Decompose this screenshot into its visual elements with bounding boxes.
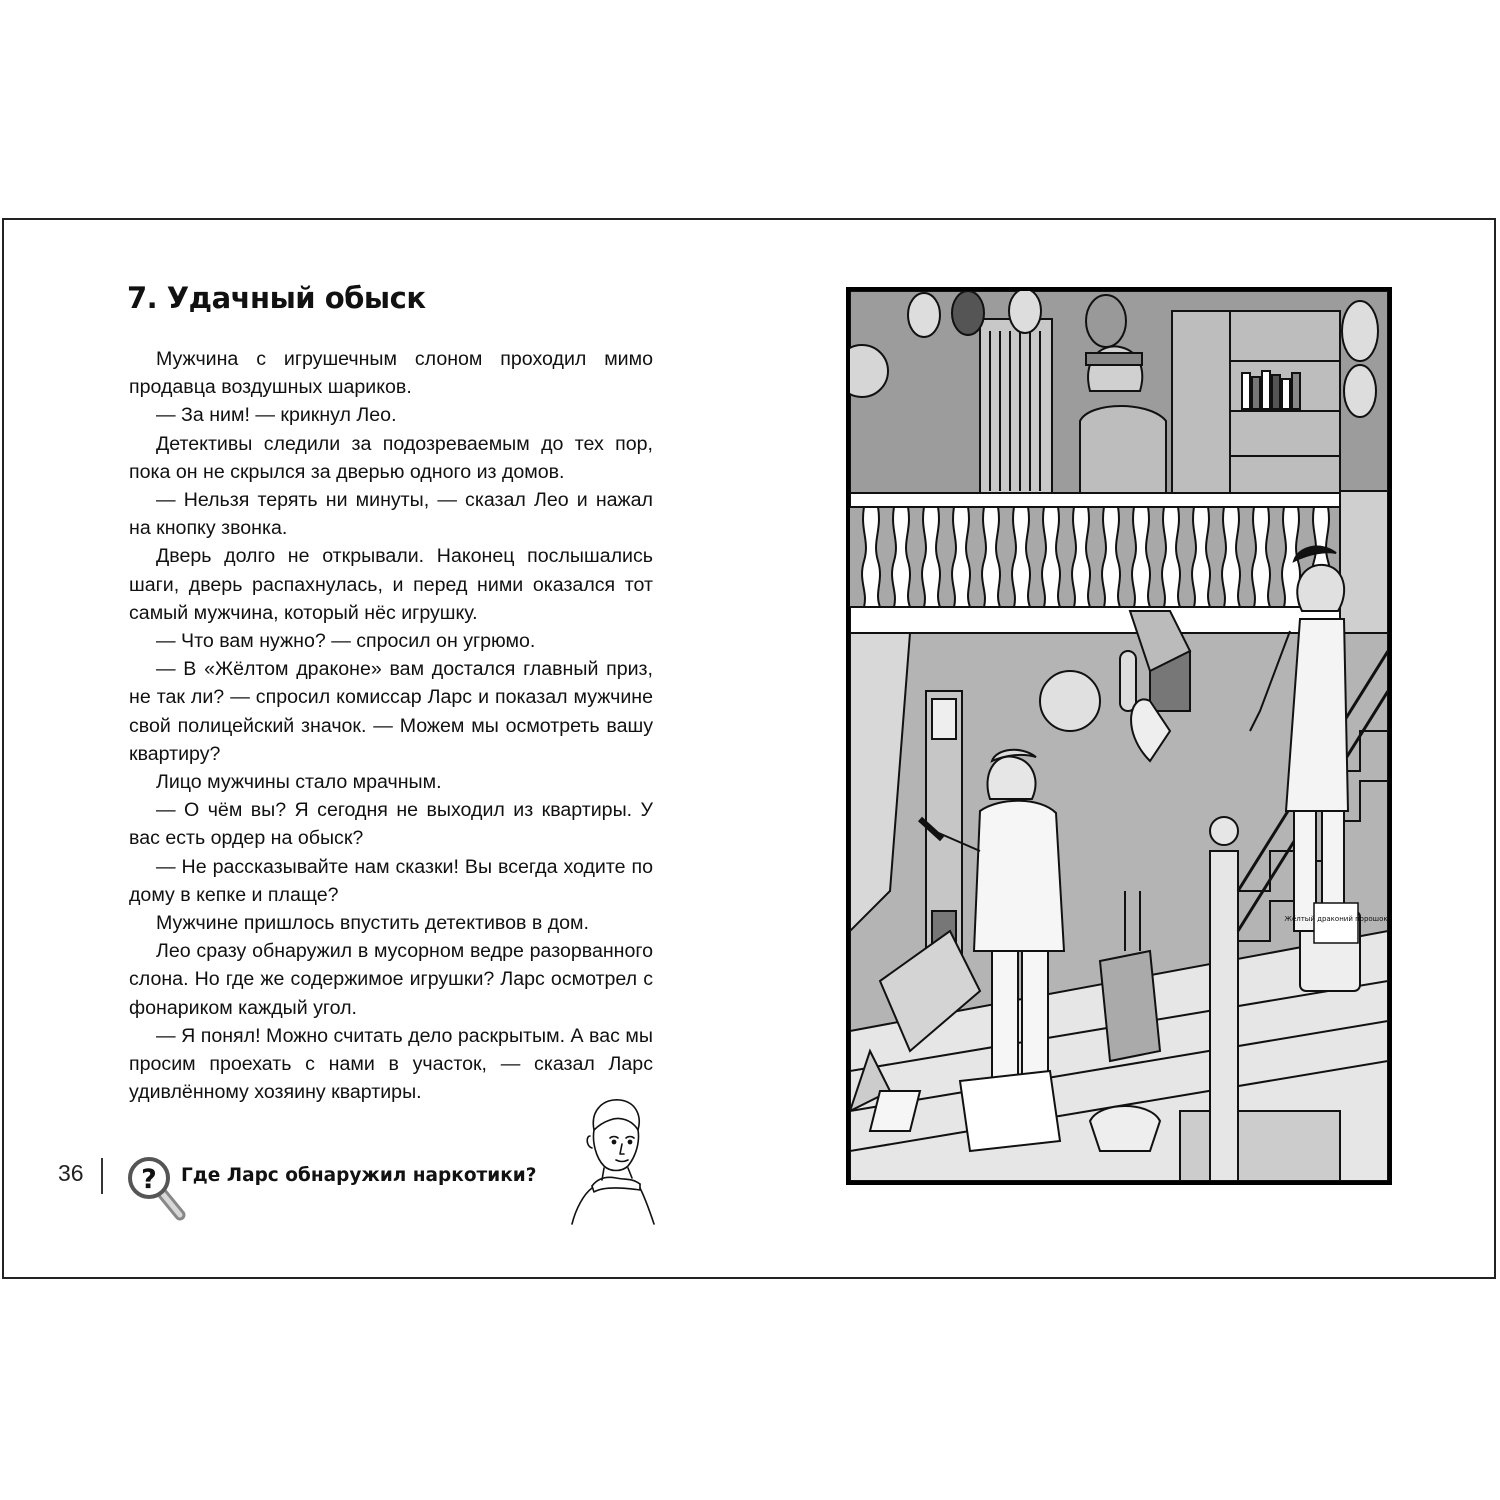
paragraph: Детективы следили за подозреваемым до тех пор, пока он не скрылся за дверью одного из домов. [129, 432, 653, 483]
jar-label: Жёлтый драконий порошок [1284, 915, 1388, 923]
paragraph: Дверь долго не открывали. Наконец послышались шаги, дверь распахнулась, и перед ними оказался тот самый мужчина, который нёс игрушку. [129, 545, 653, 624]
paragraph: — В «Жёлтом драконе» вам достался главный приз, не так ли? — спросил комиссар Ларс и показал мужчине свой полицейский значок. — Можем мы осмотреть вашу квартиру? [129, 658, 653, 765]
paragraph: — Я понял! Можно считать дело раскрытым. А вас мы просим проехать с нами в участок, — сказал Ларс удивлённому хозяину квартиры. [129, 1024, 653, 1104]
page-number: 36 [58, 1160, 84, 1186]
question-text: Где Ларс обнаружил наркотики? [181, 1165, 537, 1186]
paragraph: Мужчина с игрушечным слоном проходил мимо продавца воздушных шариков. [129, 348, 653, 399]
paragraph: Лицо мужчины стало мрачным. [156, 771, 442, 794]
paragraph: — Не рассказывайте нам сказки! Вы всегда ходите по дому в кепке и плаще? [129, 855, 653, 906]
paragraph: Лео сразу обнаружил в мусорном ведре разорванного слона. Но где же содержимое игрушки? Ларс осмотрел с фонариком каждый угол. [129, 940, 653, 1019]
story-text [129, 345, 653, 1106]
search-scene-illustration [846, 287, 1392, 1185]
question-mark: ? [141, 1164, 157, 1195]
paragraph: — За ним! — крикнул Лео. [156, 404, 397, 427]
paragraph: — Нельзя терять ни минуты, — сказал Лео и нажал на кнопку звонка. [129, 489, 653, 540]
page-number-divider [101, 1158, 103, 1194]
paragraph: Мужчине пришлось впустить детективов в дом. [156, 912, 589, 935]
chapter-title: 7. Удачный обыск [127, 281, 426, 315]
detective-portrait-icon [570, 1090, 656, 1225]
illustration-canvas [850, 291, 1388, 1181]
paragraph: — Что вам нужно? — спросил он угрюмо. [156, 630, 536, 653]
paragraph: — О чём вы? Я сегодня не выходил из квартиры. У вас есть ордер на обыск? [129, 799, 653, 850]
